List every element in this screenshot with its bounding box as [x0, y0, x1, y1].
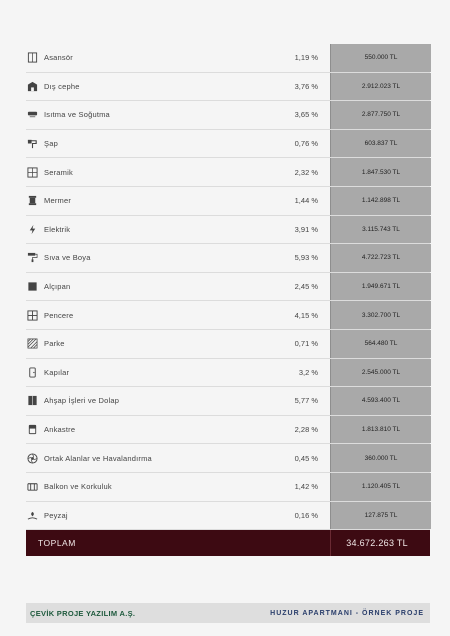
row-percentage: 2,45 % [294, 282, 318, 292]
total-label: TOPLAM [38, 538, 76, 548]
total-amount: 34.672.263 TL [346, 538, 408, 548]
table-row [26, 444, 430, 473]
row-amount: 564.480 TL [330, 330, 431, 358]
row-percentage: 3,2 % [298, 367, 318, 377]
table-row [26, 101, 430, 130]
cabinet-icon [26, 395, 38, 407]
table-row [26, 158, 430, 187]
cost-table [26, 44, 430, 530]
window-icon [26, 309, 38, 321]
table-row [26, 387, 430, 416]
row-amount: 360.000 TL [330, 444, 431, 472]
landscape-icon [26, 509, 38, 521]
row-percentage: 0,45 % [294, 453, 318, 463]
row-percentage: 1,42 % [294, 482, 318, 492]
row-label: Ahşap İşleri ve Dolap [44, 396, 120, 406]
row-label: Sıva ve Boya [44, 253, 91, 263]
row-label: Ankastre [44, 425, 76, 435]
company-name: ÇEVİK PROJE YAZILIM A.Ş. [30, 608, 136, 618]
row-label: Elektrik [44, 224, 71, 234]
row-label: Kapılar [44, 367, 70, 377]
table-row [26, 216, 430, 245]
row-label: Seramik [44, 167, 73, 177]
parquet-icon [26, 338, 38, 350]
drywall-icon [26, 281, 38, 293]
table-row [26, 416, 430, 445]
row-amount: 3.115.743 TL [330, 216, 431, 244]
row-percentage: 3,91 % [294, 224, 318, 234]
total-separator [330, 530, 331, 556]
row-percentage: 0,76 % [294, 139, 318, 149]
row-amount: 2.545.000 TL [330, 359, 431, 387]
table-row [26, 473, 430, 502]
row-amount: 1.847.530 TL [330, 158, 431, 186]
row-amount: 127.875 TL [330, 502, 431, 530]
row-amount: 4.593.400 TL [330, 387, 431, 415]
table-row [26, 273, 430, 302]
railing-icon [26, 481, 38, 493]
row-label: Parke [44, 339, 65, 349]
row-percentage: 1,44 % [294, 196, 318, 206]
row-percentage: 4,15 % [294, 310, 318, 320]
table-row [26, 301, 430, 330]
row-amount: 3.302.700 TL [330, 301, 431, 329]
ventilation-icon [26, 452, 38, 464]
row-amount: 1.142.898 TL [330, 187, 431, 215]
row-percentage: 0,71 % [294, 339, 318, 349]
row-label: Peyzaj [44, 510, 68, 520]
row-amount: 603.837 TL [330, 130, 431, 158]
table-row [26, 130, 430, 159]
row-amount: 550.000 TL [330, 44, 431, 72]
table-row [26, 44, 430, 73]
row-percentage: 0,16 % [294, 510, 318, 520]
table-row [26, 187, 430, 216]
row-label: Balkon ve Korkuluk [44, 482, 112, 492]
row-label: Ortak Alanlar ve Havalandırma [44, 453, 152, 463]
table-row [26, 73, 430, 102]
row-percentage: 5,93 % [294, 253, 318, 263]
row-percentage: 2,28 % [294, 425, 318, 435]
marble-icon [26, 195, 38, 207]
table-row [26, 330, 430, 359]
row-amount: 2.912.023 TL [330, 73, 431, 101]
table-row [26, 502, 430, 531]
screed-icon [26, 138, 38, 150]
row-label: Alçıpan [44, 282, 71, 292]
row-label: Dış cephe [44, 81, 80, 91]
row-percentage: 5,77 % [294, 396, 318, 406]
paint-roller-icon [26, 252, 38, 264]
row-amount: 1.949.671 TL [330, 273, 431, 301]
row-percentage: 1,19 % [294, 53, 318, 63]
appliance-icon [26, 424, 38, 436]
row-label: Asansör [44, 53, 73, 63]
table-row [26, 359, 430, 388]
electric-icon [26, 223, 38, 235]
row-percentage: 2,32 % [294, 167, 318, 177]
project-name: HUZUR APARTMANI - ÖRNEK PROJE [270, 609, 424, 617]
row-amount: 2.877.750 TL [330, 101, 431, 129]
row-amount: 4.722.723 TL [330, 244, 431, 272]
row-label: Pencere [44, 310, 74, 320]
footer-bar [26, 603, 430, 623]
row-amount: 1.120.405 TL [330, 473, 431, 501]
row-label: Şap [44, 139, 58, 149]
row-percentage: 3,76 % [294, 81, 318, 91]
ceramic-tile-icon [26, 166, 38, 178]
door-icon [26, 366, 38, 378]
row-label: Isıtma ve Soğutma [44, 110, 110, 120]
total-row [26, 530, 430, 556]
elevator-icon [26, 52, 38, 64]
facade-icon [26, 80, 38, 92]
hvac-icon [26, 109, 38, 121]
row-amount: 1.813.810 TL [330, 416, 431, 444]
row-percentage: 3,65 % [294, 110, 318, 120]
table-row [26, 244, 430, 273]
row-label: Mermer [44, 196, 72, 206]
